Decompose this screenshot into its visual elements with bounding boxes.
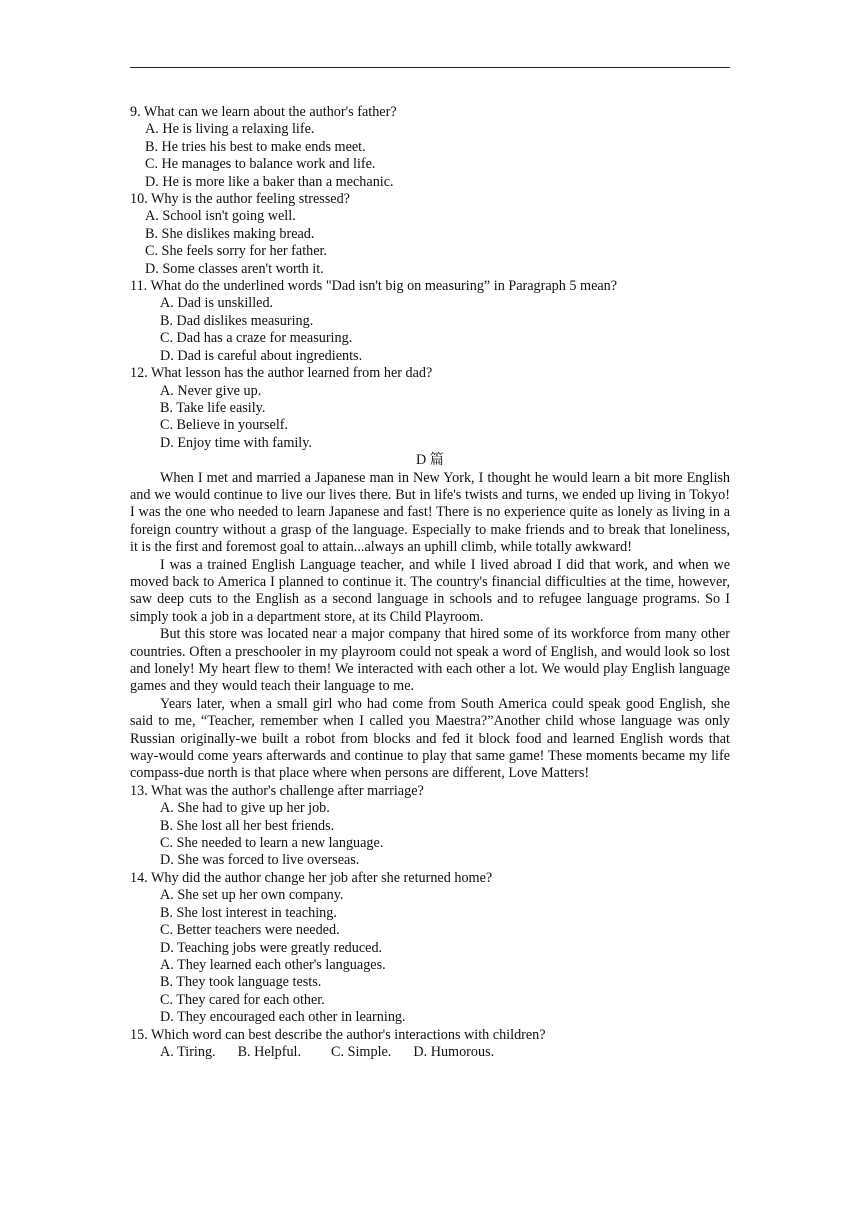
question-12-option-a: A. Never give up. <box>160 382 262 399</box>
question-10-option-c: C. She feels sorry for her father. <box>145 243 328 260</box>
question-15-option-b: B. Helpful. <box>237 1043 302 1060</box>
question-15 <box>130 1027 730 1062</box>
question-11 <box>130 278 730 365</box>
question-9-option-b: B. He tries his best to make ends meet. <box>145 138 366 155</box>
question-9-stem: 9. What can we learn about the author's father? <box>130 104 397 120</box>
question-14-extra-option-c: C. They cared for each other. <box>160 991 325 1008</box>
question-15-options <box>130 1044 730 1061</box>
question-13-option-d: D. She was forced to live overseas. <box>160 852 360 869</box>
question-11-option-b: B. Dad dislikes measuring. <box>160 312 314 329</box>
question-12-stem: 12. What lesson has the author learned from her dad? <box>130 365 433 382</box>
question-14-extra-option-d: D. They encouraged each other in learning. <box>160 1009 406 1026</box>
question-15-option-c: C. Simple. <box>331 1043 392 1060</box>
question-14-option-d: D. Teaching jobs were greatly reduced. <box>160 939 383 956</box>
question-12 <box>130 365 730 452</box>
question-10-stem: 10. Why is the author feeling stressed? <box>130 191 350 208</box>
question-14-option-b: B. She lost interest in teaching. <box>160 904 337 921</box>
passage-paragraph-4: Years later, when a small girl who had come from South America could speak good English, she said to me, “Teacher, remember when I called you Maestra?”Another child whose language was only Russian originally-we built a robot from blocks and fed it block food and learned English words that way-would come years afterwards and continue to play that same game! These moments became my life compass-due north is that place where when persons are different, Love Matters! <box>130 695 730 782</box>
question-15-stem: 15. Which word can best describe the author's interactions with children? <box>130 1026 546 1043</box>
passage-paragraph-2: I was a trained English Language teacher, and while I lived abroad I did that work, and when we moved back to America I planned to continue it. The country's financial difficulties at the time, however, saw deep cuts to the English as a second language in schools and to refugee language programs. So I simply took a job in a department store, at its Child Playroom. <box>130 556 730 625</box>
section-d-heading: D 篇 <box>416 452 444 469</box>
question-9-option-d: D. He is more like a baker than a mechanic. <box>145 173 394 190</box>
question-14-option-a: A. She set up her own company. <box>160 887 344 904</box>
question-13-option-c: C. She needed to learn a new language. <box>160 835 384 852</box>
question-11-stem: 11. What do the underlined words "Dad isn't big on measuring” in Paragraph 5 mean? <box>130 278 618 295</box>
question-9-option-c: C. He manages to balance work and life. <box>145 156 376 173</box>
header-rule <box>130 67 730 68</box>
question-12-option-b: B. Take life easily. <box>160 399 266 416</box>
passage-paragraph-3: But this store was located near a major company that hired some of its workforce from many other countries. Often a preschooler in my playroom could not speak a word of English, and would look so lost and lonely! My heart flew to them! We interacted with each other a lot. We would play English language games and they would teach their language to me. <box>130 626 730 695</box>
question-10-option-d: D. Some classes aren't worth it. <box>145 260 324 277</box>
question-13-option-a: A. She had to give up her job. <box>160 800 330 817</box>
question-9 <box>130 104 730 191</box>
question-14-extra-option-b: B. They took language tests. <box>160 974 322 991</box>
question-14-extra-option-a: A. They learned each other's languages. <box>160 956 386 973</box>
question-15-option-a: A. Tiring. <box>160 1043 216 1060</box>
question-10 <box>130 191 730 278</box>
question-11-option-c: C. Dad has a craze for measuring. <box>160 330 353 347</box>
question-13-option-b: B. She lost all her best friends. <box>160 817 335 834</box>
page-content <box>130 104 730 1061</box>
question-10-option-b: B. She dislikes making bread. <box>145 225 315 242</box>
question-11-option-d: D. Dad is careful about ingredients. <box>160 347 363 364</box>
question-12-option-c: C. Believe in yourself. <box>160 417 289 434</box>
question-14 <box>130 870 730 1027</box>
question-12-option-d: D. Enjoy time with family. <box>160 434 312 451</box>
question-10-option-a: A. School isn't going well. <box>145 208 296 225</box>
reading-passage <box>130 470 730 783</box>
question-14-option-c: C. Better teachers were needed. <box>160 922 340 939</box>
question-9-option-a: A. He is living a relaxing life. <box>145 121 315 138</box>
question-11-option-a: A. Dad is unskilled. <box>160 295 274 312</box>
question-15-option-d: D. Humorous. <box>413 1043 495 1060</box>
question-14-stem: 14. Why did the author change her job after she returned home? <box>130 869 493 886</box>
question-13-stem: 13. What was the author's challenge after marriage? <box>130 782 424 799</box>
question-13 <box>130 783 730 870</box>
passage-paragraph-1: When I met and married a Japanese man in New York, I thought he would learn a bit more English and we would continue to live our lives there. But in life's twists and turns, we ended up living in Tokyo! I was the one who needed to learn Japanese and fast! There is no experience quite as lonely as living in a foreign country without a grasp of the language. Especially to make friends and to break that loneliness, it is the first and foremost goal to attain...always an uphill climb, while totally awkward! <box>130 469 730 556</box>
